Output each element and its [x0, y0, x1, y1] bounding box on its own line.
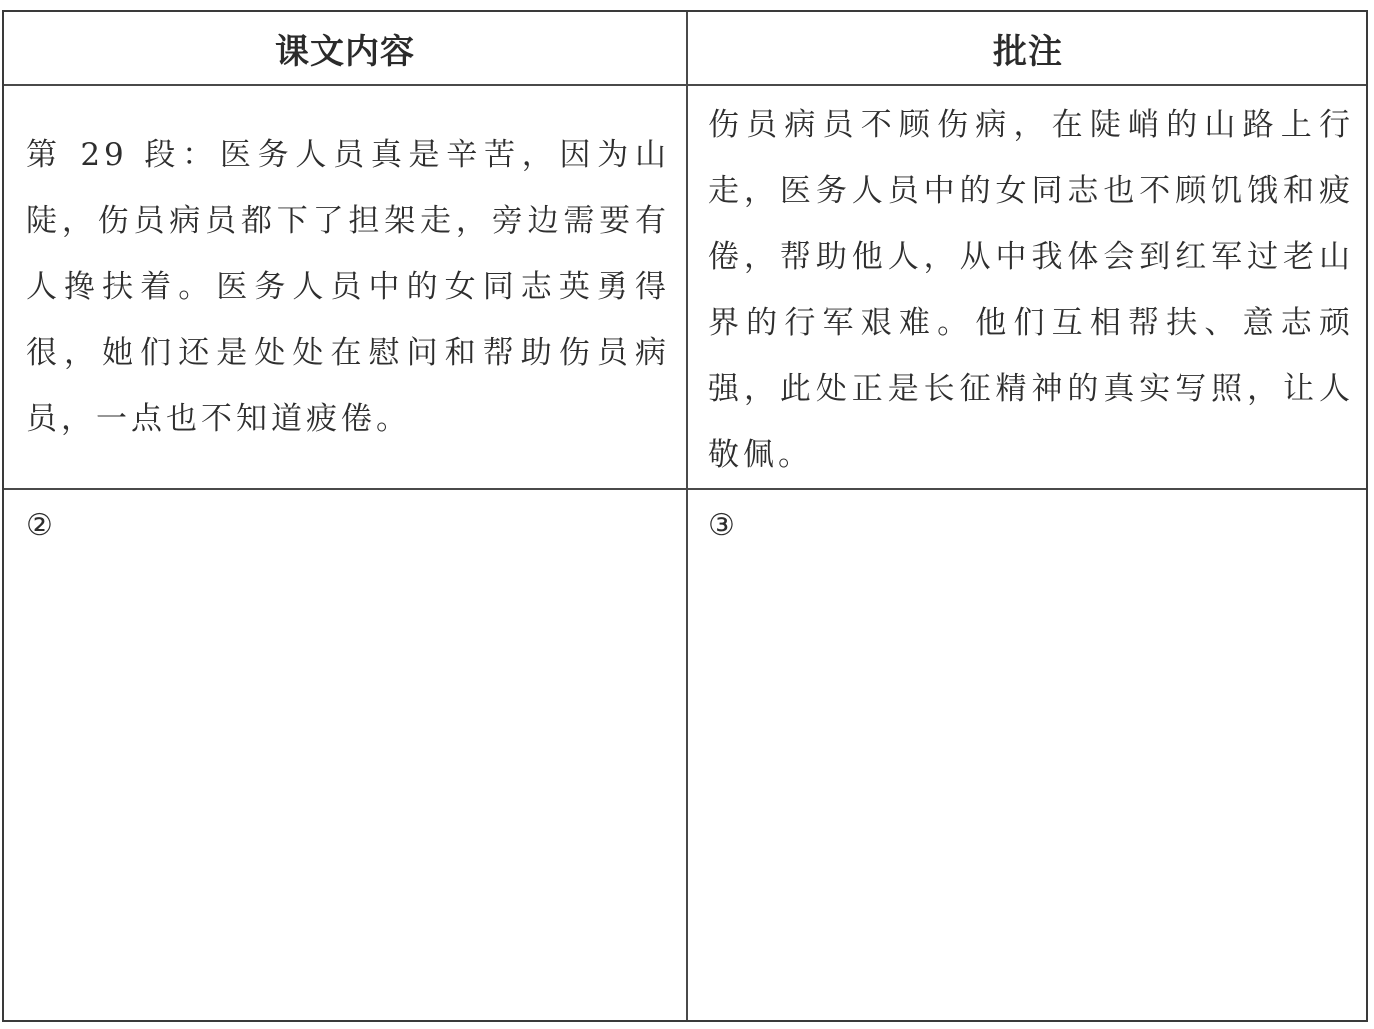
annotation-table: [2, 10, 1368, 1022]
answer-blank-2: ②: [26, 508, 53, 543]
header-annotation: 批注: [993, 31, 1063, 72]
row-divider: [4, 488, 1366, 490]
annotation-text: 伤员病员不顾伤病，在陡峭的山路上行走，医务人员中的女同志也不顾饥饿和疲倦，帮助他人，从中我体会到红军过老山界的行军艰难。他们互相帮扶、意志顽强，此处正是长征精神的真实写照，让人敬佩。: [708, 107, 1354, 473]
answer-blank-3: ③: [708, 508, 735, 543]
passage-text: 第 29 段：医务人员真是辛苦，因为山陡，伤员病员都下了担架走，旁边需要有人搀扶着。医务人员中的女同志英勇得很，她们还是处处在慰问和帮助伤员病员，一点也不知道疲倦。: [26, 137, 670, 437]
header-divider: [4, 84, 1366, 86]
header-text-content: 课文内容: [275, 31, 415, 72]
